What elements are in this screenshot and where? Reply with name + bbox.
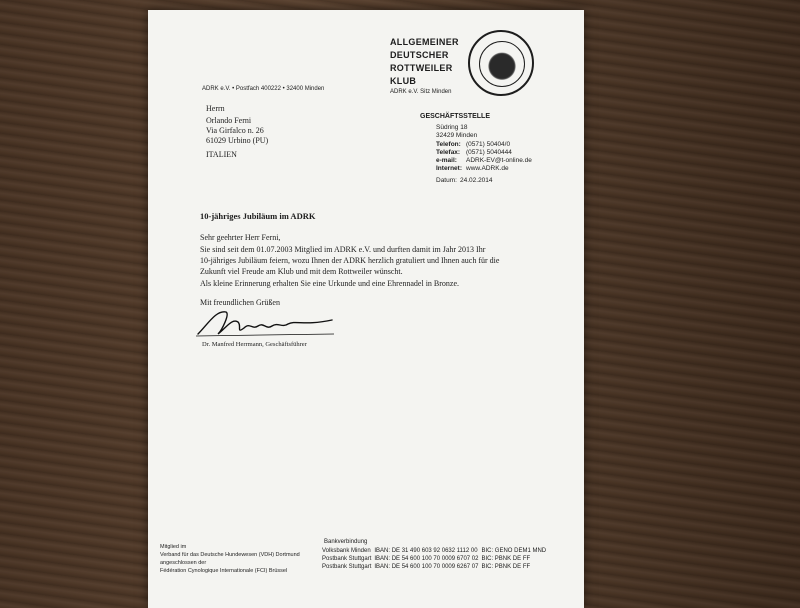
footer-membership-4: Fédération Cynologique Internationale (FCI) Brüssel	[160, 568, 288, 574]
body-line-2: 10-jähriges Jubiläum feiern, wozu Ihnen der ADRK herzlich gratuliert und Ihnen auch für die	[200, 256, 500, 265]
phone-value: (0571) 50404/0	[466, 141, 511, 148]
footer-membership-2: Verband für das Deutsche Hundewesen (VDH) Dortmund	[160, 552, 300, 558]
bank-bic: BIC: PBNK DE FF	[481, 564, 531, 570]
office-city: 32429 Minden	[436, 132, 478, 139]
web-label: Internet:	[436, 165, 462, 172]
bank-table	[322, 547, 549, 571]
sender-line: ADRK e.V. • Postfach 400222 • 32400 Minden	[202, 86, 325, 92]
date-label: Datum:	[436, 177, 457, 184]
closing: Mit freundlichen Grüßen	[200, 298, 280, 307]
bank-row	[322, 555, 549, 563]
bank-row	[322, 547, 549, 555]
bank-name: Postbank Stuttgart	[322, 564, 372, 570]
recipient-line-2: Orlando Ferni	[206, 116, 252, 125]
bank-heading: Bankverbindung	[324, 539, 368, 545]
bank-bic: BIC: GENO DEM1 MND	[481, 548, 547, 554]
bank-iban: IBAN: DE 54 600 100 70 0009 6707 02	[374, 556, 479, 562]
club-seat: ADRK e.V. Sitz Minden	[390, 89, 452, 95]
recipient-line-4: 61029 Urbino (PU)	[206, 136, 269, 145]
recipient-line-3: Via Girfalco n. 26	[206, 126, 264, 135]
letter-sheet	[148, 10, 584, 608]
body-line-1: Sie sind seit dem 01.07.2003 Mitglied im ADRK e.V. und durften damit im Jahr 2013 Ihr	[200, 245, 486, 254]
body-line-3: Zukunft viel Freude am Klub und mit dem Rottweiler wünscht.	[200, 267, 403, 276]
bank-name: Postbank Stuttgart	[322, 556, 372, 562]
email-label: e-mail:	[436, 157, 457, 164]
bank-name: Volksbank Minden	[322, 548, 371, 554]
email-value: ADRK-EV@t-online.de	[466, 157, 532, 164]
club-name-line-2: DEUTSCHER	[390, 50, 449, 60]
date-value: 24.02.2014	[460, 177, 493, 184]
salutation: Sehr geehrter Herr Ferni,	[200, 233, 281, 242]
fax-label: Telefax:	[436, 149, 461, 156]
bank-bic: BIC: PBNK DE FF	[481, 556, 531, 562]
handwritten-signature	[192, 304, 342, 340]
recipient-line-5: ITALIEN	[206, 150, 237, 159]
body-line-4: Als kleine Erinnerung erhalten Sie eine Urkunde und eine Ehrennadel in Bronze.	[200, 279, 460, 288]
bank-row	[322, 563, 549, 571]
web-value: www.ADRK.de	[466, 165, 509, 172]
footer-membership-3: angeschlossen der	[160, 560, 207, 566]
bank-iban: IBAN: DE 54 600 100 70 0009 6267 07	[374, 564, 479, 570]
club-name-line-3: ROTTWEILER	[390, 63, 453, 73]
phone-label: Telefon:	[436, 141, 461, 148]
office-street: Südring 18	[436, 124, 468, 131]
bank-iban: IBAN: DE 31 490 603 92 0632 1112 00	[374, 548, 478, 554]
club-seal-logo	[468, 30, 534, 96]
letter-subject: 10-jähriges Jubiläum im ADRK	[200, 211, 316, 221]
club-name-line-4: KLUB	[390, 76, 417, 86]
club-name-line-1: ALLGEMEINER	[390, 37, 459, 47]
rottweiler-head-icon	[479, 41, 525, 87]
footer-membership-1: Mitglied im	[160, 544, 187, 550]
recipient-line-1: Herrn	[206, 104, 225, 113]
signer-name: Dr. Manfred Herrmann, Geschäftsführer	[202, 341, 307, 348]
office-heading: GESCHÄFTSSTELLE	[420, 113, 491, 120]
fax-value: (0571) 5040444	[466, 149, 512, 156]
